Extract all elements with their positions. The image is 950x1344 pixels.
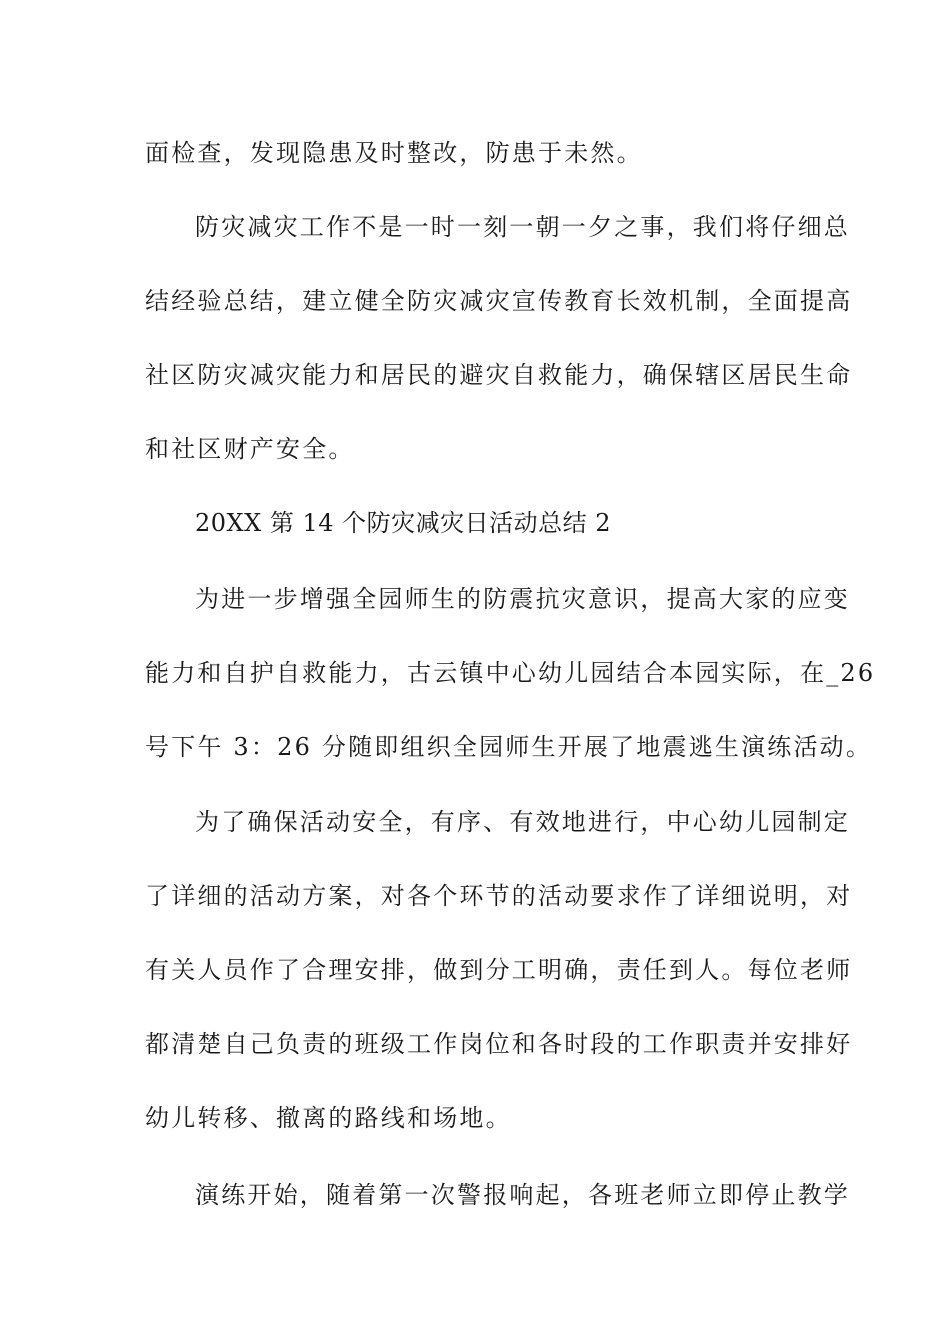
paragraph-line: 社区防灾减灾能力和居民的避灾自救能力，确保辖区居民生命 <box>145 361 853 389</box>
paragraph-line: 为了确保活动安全，有序、有效地进行，中心幼儿园制定 <box>195 808 850 836</box>
paragraph-line: 幼儿转移、撤离的路线和场地。 <box>145 1104 512 1132</box>
paragraph-line: 有关人员作了合理安排，做到分工明确，责任到人。每位老师 <box>145 956 853 984</box>
paragraph-line: 为进一步增强全园师生的防震抗灾意识，提高大家的应变 <box>195 585 850 613</box>
paragraph-line: 结经验总结，建立健全防灾减灾宣传教育长效机制，全面提高 <box>145 287 853 315</box>
section-heading: 20XX 第 14 个防灾减灾日活动总结 2 <box>195 509 612 537</box>
paragraph-line: 能力和自护自救能力，古云镇中心幼儿园结合本园实际，在_26 <box>145 659 876 687</box>
paragraph-line: 都清楚自己负责的班级工作岗位和各时段的工作职责并安排好 <box>145 1030 853 1058</box>
paragraph-line: 号下午 3：26 分随即组织全园师生开展了地震逃生演练活动。 <box>145 733 873 761</box>
paragraph-line: 面检查，发现隐患及时整改，防患于未然。 <box>145 139 643 167</box>
paragraph-line: 和社区财产安全。 <box>145 435 355 463</box>
paragraph-line: 演练开始，随着第一次警报响起，各班老师立即停止教学 <box>195 1181 850 1209</box>
paragraph-line: 防灾减灾工作不是一时一刻一朝一夕之事，我们将仔细总 <box>195 213 850 241</box>
paragraph-line: 了详细的活动方案，对各个环节的活动要求作了详细说明，对 <box>145 882 853 910</box>
